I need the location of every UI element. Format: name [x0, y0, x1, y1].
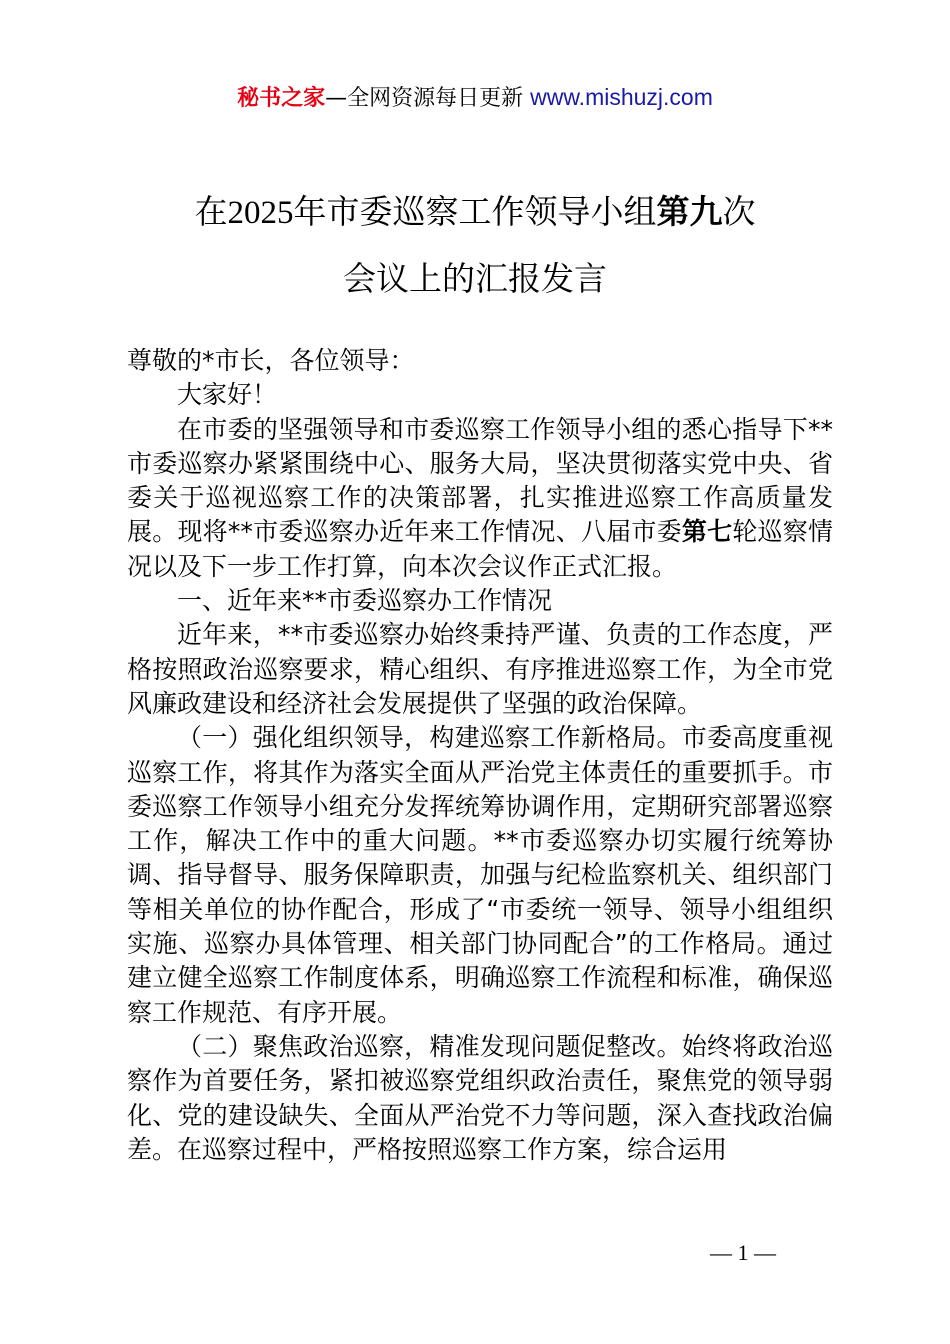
greeting: 大家好！ — [177, 380, 278, 410]
title-year: 2025 — [227, 195, 294, 231]
document-title-line-2: 会议上的汇报发言 — [343, 259, 607, 298]
title-suffix: 次 — [722, 192, 756, 231]
document-title-line-1 — [0, 190, 950, 235]
site-banner — [0, 82, 950, 114]
point-2-paragraph: （二）聚焦政治巡察，精准发现问题促整改。始终将政治巡察作为首要任务，紧扣被巡察党组织政治责任，聚焦党的领导弱化、党的建设缺失、全面从严治党不力等问题，深入查找政治偏差。在巡察过程中，严格按照巡察工作方案，综合运用 — [127, 1031, 833, 1164]
site-url[interactable]: www.mishuzj.com — [530, 84, 713, 110]
section-overview-paragraph: 近年来，**市委巡察办始终秉持严谨、负责的工作态度，严格按照政治巡察要求，精心组织、有序推进巡察工作，为全市党风廉政建设和经济社会发展提供了坚强的政治保障。 — [127, 620, 833, 718]
title-middle: 年市委巡察工作领导小组 — [293, 192, 657, 231]
title-prefix: 在 — [194, 192, 228, 231]
intro-text-end: 轮巡察情况以及下一步工作打算，向本次会议作正式汇报。 — [127, 517, 833, 581]
section-heading: 一、近年来**市委巡察办工作情况 — [177, 586, 553, 616]
intro-paragraph — [127, 413, 833, 584]
brand-name: 秘书之家 — [237, 86, 326, 111]
intro-text: 在市委的坚强领导和市委巡察工作领导小组的悉心指导下**市委巡察办紧紧围绕中心、服务大局，坚决贯彻落实党中央、省委关于巡视巡察工作的决策部署，扎实推进巡察工作高质量发展。现将**市委巡察办近年来工作情况、八届市委 — [127, 414, 833, 547]
banner-slogan: —全网资源每日更新 — [325, 86, 531, 111]
title-emphasis: 第九 — [656, 192, 723, 231]
salutation: 尊敬的*市长，各位领导： — [127, 346, 415, 375]
point-1-paragraph: （一）强化组织领导，构建巡察工作新格局。市委高度重视巡察工作，将其作为落实全面从严治党主体责任的重要抓手。市委巡察工作领导小组充分发挥统筹协调作用，定期研究部署巡察工作，解决工作中的重大问题。**市委巡察办切实履行统筹协调、指导督导、服务保障职责，加强与纪检监察机关、组织部门等相关单位的协作配合，形成了“市委统一领导、领导小组组织实施、巡察办具体管理、相关部门协同配合”的工作格局。通过建立健全巡察工作制度体系，明确巡察工作流程和标准，确保巡察工作规范、有序开展。 — [127, 723, 833, 1027]
intro-emphasis: 第七 — [681, 517, 733, 547]
document-body — [127, 344, 833, 1167]
page-number: — 1 — — [710, 1240, 776, 1265]
